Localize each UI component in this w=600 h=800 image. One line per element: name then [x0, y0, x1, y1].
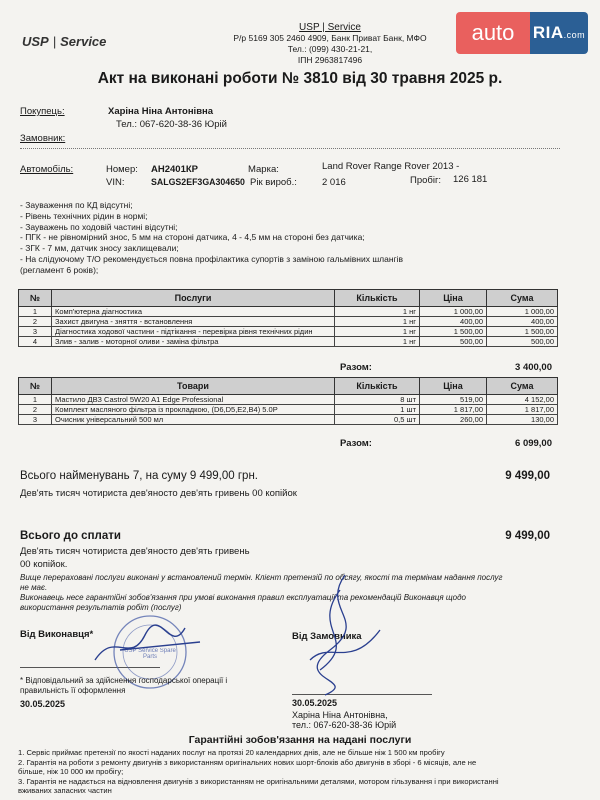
qty-unit: нг	[409, 317, 416, 326]
warranty-line: 1. Сервіс приймає претензії по якості наданих послуг на протязі 20 календарних днів, але не більше ніж 1 500 км пробігу	[18, 748, 445, 757]
items-total-line: Всього найменувань 7, на суму 9 499,00 грн.	[20, 470, 259, 482]
col-price: Ціна	[420, 290, 487, 307]
table-row	[19, 395, 558, 405]
disclaimer-line: Виконавець несе гарантійні зобов'язання при умові виконання правил експлуатації та рекомендацій Виконавця щодо	[20, 593, 466, 602]
disclaimer-line: Вище перераховані послуги виконані у встановлений термін. Клієнт претензій по обсягу, якості та термінам надання послуг	[20, 573, 503, 582]
row-price: 400,00	[420, 317, 487, 327]
warranty-title: Гарантійні зобов'язання на надані послуги	[188, 734, 412, 746]
row-number: 1	[19, 395, 52, 405]
col-goods: Товари	[52, 378, 335, 395]
row-number: 2	[19, 405, 52, 415]
table-row	[19, 405, 558, 415]
qty-unit: нг	[409, 307, 416, 316]
watermark-auto: auto	[456, 12, 530, 54]
goods-total-label: Разом:	[340, 438, 372, 449]
buyer-label: Покупець:	[20, 106, 65, 117]
pay-amount: 9 499,00	[505, 530, 550, 542]
mileage-label: Пробіг:	[410, 175, 442, 186]
company-name: USP | Service	[299, 22, 361, 33]
responsible-note-line2: правильність її оформлення	[20, 686, 126, 695]
row-name: Злив - залив - моторної оливи - заміна фільтра	[52, 337, 335, 347]
table-row	[19, 337, 558, 347]
col-sum: Сума	[487, 378, 558, 395]
buyer-name: Харіна Ніна Антонівна	[108, 106, 214, 117]
note-line: - ЗГК - 7 мм, датчик зносу заклищевали;	[20, 243, 179, 254]
row-price: 260,00	[420, 415, 487, 425]
row-price: 519,00	[420, 395, 487, 405]
responsible-note	[20, 676, 227, 696]
services-total: 3 400,00	[515, 362, 552, 373]
car-vin: SALGS2EF3GA304650	[151, 177, 245, 187]
executor-label: Від Виконавця*	[20, 629, 94, 640]
notes-block	[20, 200, 480, 276]
row-name: Мастило ДВЗ Castrol 5W20 A1 Edge Professional	[52, 395, 335, 405]
row-sum: 1 817,00	[487, 405, 558, 415]
col-quantity: Кількість	[335, 290, 420, 307]
qty-unit: шт	[406, 415, 416, 424]
row-sum: 400,00	[487, 317, 558, 327]
goods-total: 6 099,00	[515, 438, 552, 449]
note-line: - Зауважень по ходовій частині відсутні;	[20, 221, 178, 232]
row-number: 4	[19, 337, 52, 347]
car-number: АН2401КР	[151, 164, 198, 175]
row-price: 1 000,00	[420, 307, 487, 317]
row-sum: 130,00	[487, 415, 558, 425]
services-table	[18, 289, 558, 347]
note-line: - На слідуючому Т/О рекомендується повна профілактика супортів з заміною гальмівних шлангів	[20, 253, 404, 264]
logo-right-text: Service	[60, 34, 107, 49]
row-name: Діагностика ходової частини - підтікання - перевірка рівня технічних рідин	[52, 327, 335, 337]
row-quantity	[335, 405, 420, 415]
car-year: 2 016	[322, 177, 346, 188]
col-price: Ціна	[420, 378, 487, 395]
warranty-line: 3. Гарантія не надається на відновлення двигунів з використанням не оригінальними деталями, мотором гільзування і при використанні	[18, 776, 499, 786]
col-quantity: Кількість	[335, 378, 420, 395]
table-row	[19, 327, 558, 337]
row-sum: 4 152,00	[487, 395, 558, 405]
qty-value: 0,5	[394, 415, 405, 424]
table-row	[19, 307, 558, 317]
disclaimer-line: не має.	[20, 583, 48, 592]
pay-words-line2: 00 копійок.	[20, 559, 68, 570]
row-quantity	[335, 395, 420, 405]
row-number: 1	[19, 307, 52, 317]
row-price: 500,00	[420, 337, 487, 347]
watermark-com: .com	[563, 30, 586, 40]
qty-value: 1	[402, 317, 408, 326]
car-label: Автомобіль:	[20, 164, 74, 175]
executor-date: 30.05.2025	[20, 699, 66, 709]
qty-unit: нг	[409, 337, 416, 346]
table-row	[19, 415, 558, 425]
logo-separator: |	[52, 34, 57, 49]
buyer-phone: Тел.: 067-620-38-36 Юрій	[116, 119, 227, 130]
row-price: 1 817,00	[420, 405, 487, 415]
row-quantity	[335, 415, 420, 425]
row-name: Очисник універсальний 500 мл	[52, 415, 335, 425]
pay-words-line1: Дев'ять тисяч чотириста дев'яносто дев'ять гривень	[20, 546, 250, 557]
col-number: №	[19, 378, 52, 395]
qty-value: 1	[402, 307, 408, 316]
note-line: - Зауваження по КД відсутні;	[20, 200, 133, 210]
qty-value: 1	[402, 327, 408, 336]
customer-date: 30.05.2025	[292, 698, 338, 708]
warranty-line: вживаних запасних частин	[18, 786, 112, 796]
company-details	[170, 22, 490, 66]
document-title: Акт на виконані роботи № 3810 від 30 травня 2025 р.	[97, 70, 503, 87]
row-sum: 500,00	[487, 337, 558, 347]
disclaimer-block	[20, 573, 560, 613]
row-quantity	[335, 317, 420, 327]
autoria-watermark	[456, 12, 588, 54]
table-row	[19, 317, 558, 327]
number-label: Номер:	[106, 164, 138, 175]
items-total-words: Дев'ять тисяч чотириста дев'яносто дев'ять гривень 00 копійок	[20, 488, 297, 499]
row-number: 2	[19, 317, 52, 327]
car-mileage: 126 181	[453, 174, 488, 185]
warranty-line: 2. Гарантія на роботи з ремонту двигунів з використанням оригінальних нових шорт-блоків або двигунів в зборі - 6 місяців, але не	[18, 757, 477, 767]
divider-line	[20, 148, 560, 149]
row-number: 3	[19, 415, 52, 425]
warranty-block	[18, 748, 558, 796]
services-total-label: Разом:	[340, 362, 372, 373]
goods-header-row	[19, 378, 558, 395]
row-name: Захист двигуна - зняття - встановлення	[52, 317, 335, 327]
qty-unit: нг	[409, 327, 416, 336]
note-line: - Рівень технічних рідин в нормі;	[20, 210, 148, 221]
qty-value: 8	[400, 395, 405, 404]
col-sum: Сума	[487, 290, 558, 307]
note-line: - ПГК - не рівномірний знос, 5 мм на стороні датчика, 4 - 4,5 мм на стороні без датчика;	[20, 232, 365, 243]
logo-left-text: USP	[22, 34, 49, 49]
row-name: Комп'ютерна діагностика	[52, 307, 335, 317]
qty-value: 1	[400, 405, 405, 414]
customer-name: Харіна Ніна Антонівна,	[292, 710, 388, 720]
company-tax-line: ІПН 2963817496	[297, 55, 363, 65]
row-quantity	[335, 307, 420, 317]
qty-value: 1	[402, 337, 408, 346]
order-label: Замовник:	[20, 133, 66, 144]
stamp-text: USP Service Spare Parts	[124, 648, 176, 660]
row-quantity	[335, 337, 420, 347]
company-phone-line: Тел.: (099) 430-21-21,	[287, 44, 373, 54]
disclaimer-line: використання результатів робіт (послуг)	[20, 603, 182, 612]
qty-unit: шт	[406, 405, 416, 414]
pay-label: Всього до сплати	[20, 530, 121, 542]
brand-label: Марка:	[248, 164, 279, 175]
responsible-note-line1: * Відповідальний за здійснення господарської операції і	[20, 676, 228, 685]
customer-phone: тел.: 067-620-38-36 Юрій	[292, 720, 397, 730]
row-sum: 1 500,00	[487, 327, 558, 337]
watermark-ria: RIA	[532, 23, 564, 42]
services-header-row	[19, 290, 558, 307]
row-name: Комплект масляного фільтра із прокладкою, (D6,D5,E2,B4) 5.0P	[52, 405, 335, 415]
customer-signature	[300, 570, 390, 700]
company-bank-line: Р/р 5169 305 2460 4909, Банк Приват Банк, МФО	[233, 33, 427, 43]
row-number: 3	[19, 327, 52, 337]
row-price: 1 500,00	[420, 327, 487, 337]
company-logo	[22, 34, 106, 49]
row-sum: 1 000,00	[487, 307, 558, 317]
qty-unit: шт	[406, 395, 416, 404]
warranty-line: більше, ніж 10 000 км пробігу;	[18, 767, 124, 777]
watermark-ria-box	[530, 12, 588, 54]
goods-table	[18, 377, 558, 425]
executor-signature	[90, 620, 210, 670]
customer-label: Від Замовника	[292, 631, 362, 642]
note-line: (регламент 6 років);	[20, 264, 99, 275]
year-label: Рік вироб.:	[250, 177, 297, 188]
row-quantity	[335, 327, 420, 337]
car-brand: Land Rover Range Rover 2013 -	[322, 161, 460, 172]
vin-label: VIN:	[106, 177, 125, 188]
col-number: №	[19, 290, 52, 307]
col-services: Послуги	[52, 290, 335, 307]
items-total-amount: 9 499,00	[505, 470, 550, 482]
